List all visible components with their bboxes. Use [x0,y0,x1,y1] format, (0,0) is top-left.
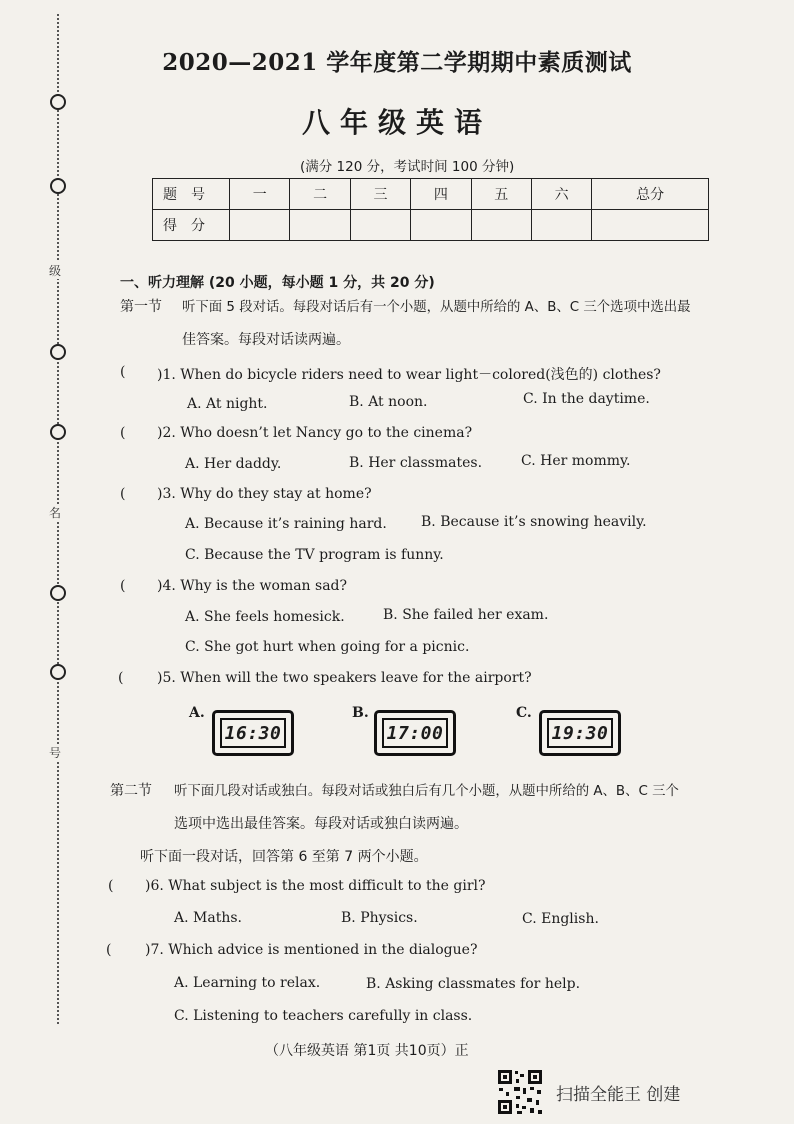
binding-char: 名 [49,506,62,520]
section1-instruction: 听下面 5 段对话。每段对话后有一个小题，从题中所给的 A、B、C 三个选项中选出最 [182,300,691,315]
answer-blank-q6[interactable]: ( [108,878,114,894]
question-7: )7. Which advice is mentioned in the dialogue? [145,942,478,958]
score-cell[interactable] [592,210,709,241]
section2-sub-instruction: 听下面一段对话，回答第 6 至第 7 两个小题。 [140,849,428,865]
q1-option-b: B. At noon. [349,394,428,410]
score-cell[interactable] [290,210,350,241]
q2-option-b: B. Her classmates. [349,455,483,471]
section2-instruction-cont: 选项中选出最佳答案。每段对话或独白读两遍。 [174,816,468,832]
q2-option-a: A. Her daddy. [185,456,282,472]
q3-option-a: A. Because it’s raining hard. [185,516,387,532]
clock-icon: 17:00 [382,718,448,748]
question-6: )6. What subject is the most difficult to the girl? [145,878,486,894]
clock-icon: 16:30 [220,718,286,748]
answer-blank-q5[interactable]: ( [118,670,124,686]
binding-hole [50,585,66,601]
q7-option-c: C. Listening to teachers carefully in class. [174,1008,473,1024]
part1-heading: 一、听力理解 (20 小题，每小题 1 分，共 20 分) [120,275,435,291]
q6-option-c: C. English. [522,911,599,927]
q3-option-c: C. Because the TV program is funny. [185,547,444,563]
score-column: 五 [471,179,531,210]
q4-option-b: B. She failed her exam. [383,607,549,623]
q6-option-b: B. Physics. [341,910,418,926]
q5-option-a-letter: A. [189,705,205,721]
q6-option-a: A. Maths. [174,910,242,926]
score-table [152,178,709,241]
answer-blank-q4[interactable]: ( [120,578,126,594]
q3-option-b: B. Because it’s snowing heavily. [421,514,647,530]
score-column: 六 [531,179,591,210]
score-column: 一 [230,179,290,210]
q7-option-b: B. Asking classmates for help. [366,976,581,992]
score-cell[interactable] [531,210,591,241]
binding-margin [48,0,68,1040]
answer-blank-q7[interactable]: ( [106,942,112,958]
q4-option-c: C. She got hurt when going for a picnic. [185,639,470,655]
score-cell[interactable] [350,210,410,241]
q5-option-a-clock [212,710,294,756]
question-3: )3. Why do they stay at home? [157,486,372,502]
q5-option-b-clock [374,710,456,756]
binding-hole [50,178,66,194]
scanner-watermark: 扫描全能王 创建 [556,1085,681,1105]
score-column: 三 [350,179,410,210]
score-cell[interactable] [411,210,471,241]
q1-option-c: C. In the daytime. [523,391,650,407]
q4-option-a: A. She feels homesick. [185,609,345,625]
page-footer: （八年级英语 第1页 共10页）正 [265,1043,469,1059]
clock-icon: 19:30 [547,718,613,748]
q5-option-c-clock [539,710,621,756]
question-5: )5. When will the two speakers leave for the airport? [157,670,532,686]
score-table-row-label: 题号 [153,179,230,210]
qr-code-icon [496,1068,544,1116]
score-cell[interactable] [471,210,531,241]
score-table-row-label: 得分 [153,210,230,241]
binding-hole [50,424,66,440]
section2-instruction: 听下面几段对话或独白。每段对话或独白后有几个小题，从题中所给的 A、B、C 三个 [174,784,679,799]
score-column: 二 [290,179,350,210]
exam-subject: 八年级英语 [301,106,492,139]
binding-char: 号 [49,746,62,760]
binding-char: 级 [49,264,62,278]
q2-option-c: C. Her mommy. [521,453,631,469]
score-table-header-row [153,179,709,210]
section2-label: 第二节 [110,783,152,799]
answer-blank-q3[interactable]: ( [120,486,126,502]
score-column: 四 [411,179,471,210]
score-column: 总分 [592,179,709,210]
exam-title: 2020—2021 学年度第二学期期中素质测试 [162,49,632,76]
answer-blank-q1[interactable]: ( [120,364,126,380]
binding-hole [50,664,66,680]
question-1: )1. When do bicycle riders need to wear light－colored(浅色的) clothes? [157,367,661,383]
score-table-score-row [153,210,709,241]
answer-blank-q2[interactable]: ( [120,425,126,441]
score-cell[interactable] [230,210,290,241]
q5-option-c-letter: C. [516,705,532,721]
question-4: )4. Why is the woman sad? [157,578,348,594]
q5-option-b-letter: B. [352,705,369,721]
section1-label: 第一节 [120,299,162,315]
q1-option-a: A. At night. [187,396,268,412]
section1-instruction-cont: 佳答案。每段对话读两遍。 [182,332,350,348]
question-2: )2. Who doesn’t let Nancy go to the cinema? [157,425,473,441]
binding-hole [50,344,66,360]
q7-option-a: A. Learning to relax. [174,975,321,991]
exam-note: (满分 120 分，考试时间 100 分钟) [300,159,515,175]
